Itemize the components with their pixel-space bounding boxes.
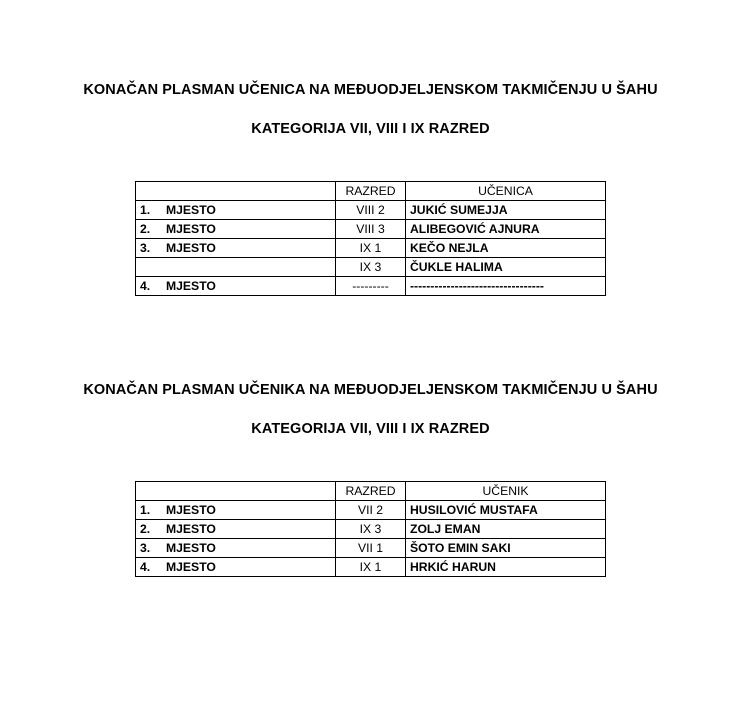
cell-place — [136, 558, 336, 577]
column-header-student: UČENICA — [406, 182, 606, 201]
cell-grade: VIII 3 — [336, 220, 406, 239]
page-subtitle-girls: KATEGORIJA VII, VIII I IX RAZRED — [251, 121, 490, 138]
place-number: 2. — [140, 522, 151, 537]
cell-grade: IX 3 — [336, 520, 406, 539]
place-label: MJESTO — [166, 203, 216, 218]
cell-grade: --------- — [336, 277, 406, 296]
cell-student-name: --------------------------------- — [406, 277, 606, 296]
place-number: 3. — [140, 541, 151, 556]
place-label: MJESTO — [166, 541, 216, 556]
cell-student-name: ŠOTO EMIN SAKI — [406, 539, 606, 558]
cell-grade: VII 2 — [336, 501, 406, 520]
place-label: MJESTO — [166, 279, 216, 294]
page-title-girls: KONAČAN PLASMAN UČENICA NA MEĐUODJELJENSKOM TAKMIČENJU U ŠAHU — [83, 82, 658, 98]
place-number: 4. — [140, 279, 151, 294]
cell-place — [136, 277, 336, 296]
table-row — [136, 277, 606, 296]
cell-grade: IX 1 — [336, 558, 406, 577]
place-label: MJESTO — [166, 241, 216, 256]
cell-place — [136, 539, 336, 558]
cell-student-name: KEČO NEJLA — [406, 239, 606, 258]
results-section-girls — [0, 82, 741, 296]
results-table-boys — [135, 481, 606, 577]
place-label: MJESTO — [166, 560, 216, 575]
table-row — [136, 558, 606, 577]
table-row — [136, 201, 606, 220]
place-label: MJESTO — [166, 222, 216, 237]
cell-place — [136, 201, 336, 220]
results-table-girls — [135, 181, 606, 296]
column-header-student: UČENIK — [406, 482, 606, 501]
cell-grade: VIII 2 — [336, 201, 406, 220]
place-number: 1. — [140, 503, 151, 518]
cell-student-name: ALIBEGOVIĆ AJNURA — [406, 220, 606, 239]
cell-place — [136, 220, 336, 239]
place-number: 2. — [140, 222, 151, 237]
table-row — [136, 239, 606, 258]
results-section-boys — [0, 382, 741, 577]
table-row — [136, 258, 606, 277]
column-header-place — [136, 482, 336, 501]
table-body — [136, 501, 606, 577]
table-body — [136, 201, 606, 296]
table-header-row — [136, 482, 606, 501]
page-subtitle-boys: KATEGORIJA VII, VIII I IX RAZRED — [251, 421, 490, 438]
results-table-wrap-girls — [0, 181, 741, 296]
cell-place — [136, 501, 336, 520]
table-row — [136, 539, 606, 558]
column-header-grade: RAZRED — [336, 482, 406, 501]
cell-grade: IX 3 — [336, 258, 406, 277]
place-label: MJESTO — [166, 503, 216, 518]
table-head — [136, 482, 606, 501]
cell-student-name: ZOLJ EMAN — [406, 520, 606, 539]
column-header-place — [136, 182, 336, 201]
cell-place — [136, 520, 336, 539]
cell-grade: VII 1 — [336, 539, 406, 558]
table-row — [136, 520, 606, 539]
cell-student-name: JUKIĆ SUMEJJA — [406, 201, 606, 220]
place-number: 1. — [140, 203, 151, 218]
table-row — [136, 220, 606, 239]
table-header-row — [136, 182, 606, 201]
table-row — [136, 501, 606, 520]
cell-grade: IX 1 — [336, 239, 406, 258]
column-header-grade: RAZRED — [336, 182, 406, 201]
cell-place — [136, 258, 336, 277]
cell-student-name: HUSILOVIĆ MUSTAFA — [406, 501, 606, 520]
results-table-wrap-boys — [0, 481, 741, 577]
cell-student-name: ČUKLE HALIMA — [406, 258, 606, 277]
place-label: MJESTO — [166, 522, 216, 537]
place-number: 4. — [140, 560, 151, 575]
page-title-boys: KONAČAN PLASMAN UČENIKA NA MEĐUODJELJENSKOM TAKMIČENJU U ŠAHU — [83, 382, 658, 398]
cell-student-name: HRKIĆ HARUN — [406, 558, 606, 577]
cell-place — [136, 239, 336, 258]
table-head — [136, 182, 606, 201]
place-number: 3. — [140, 241, 151, 256]
